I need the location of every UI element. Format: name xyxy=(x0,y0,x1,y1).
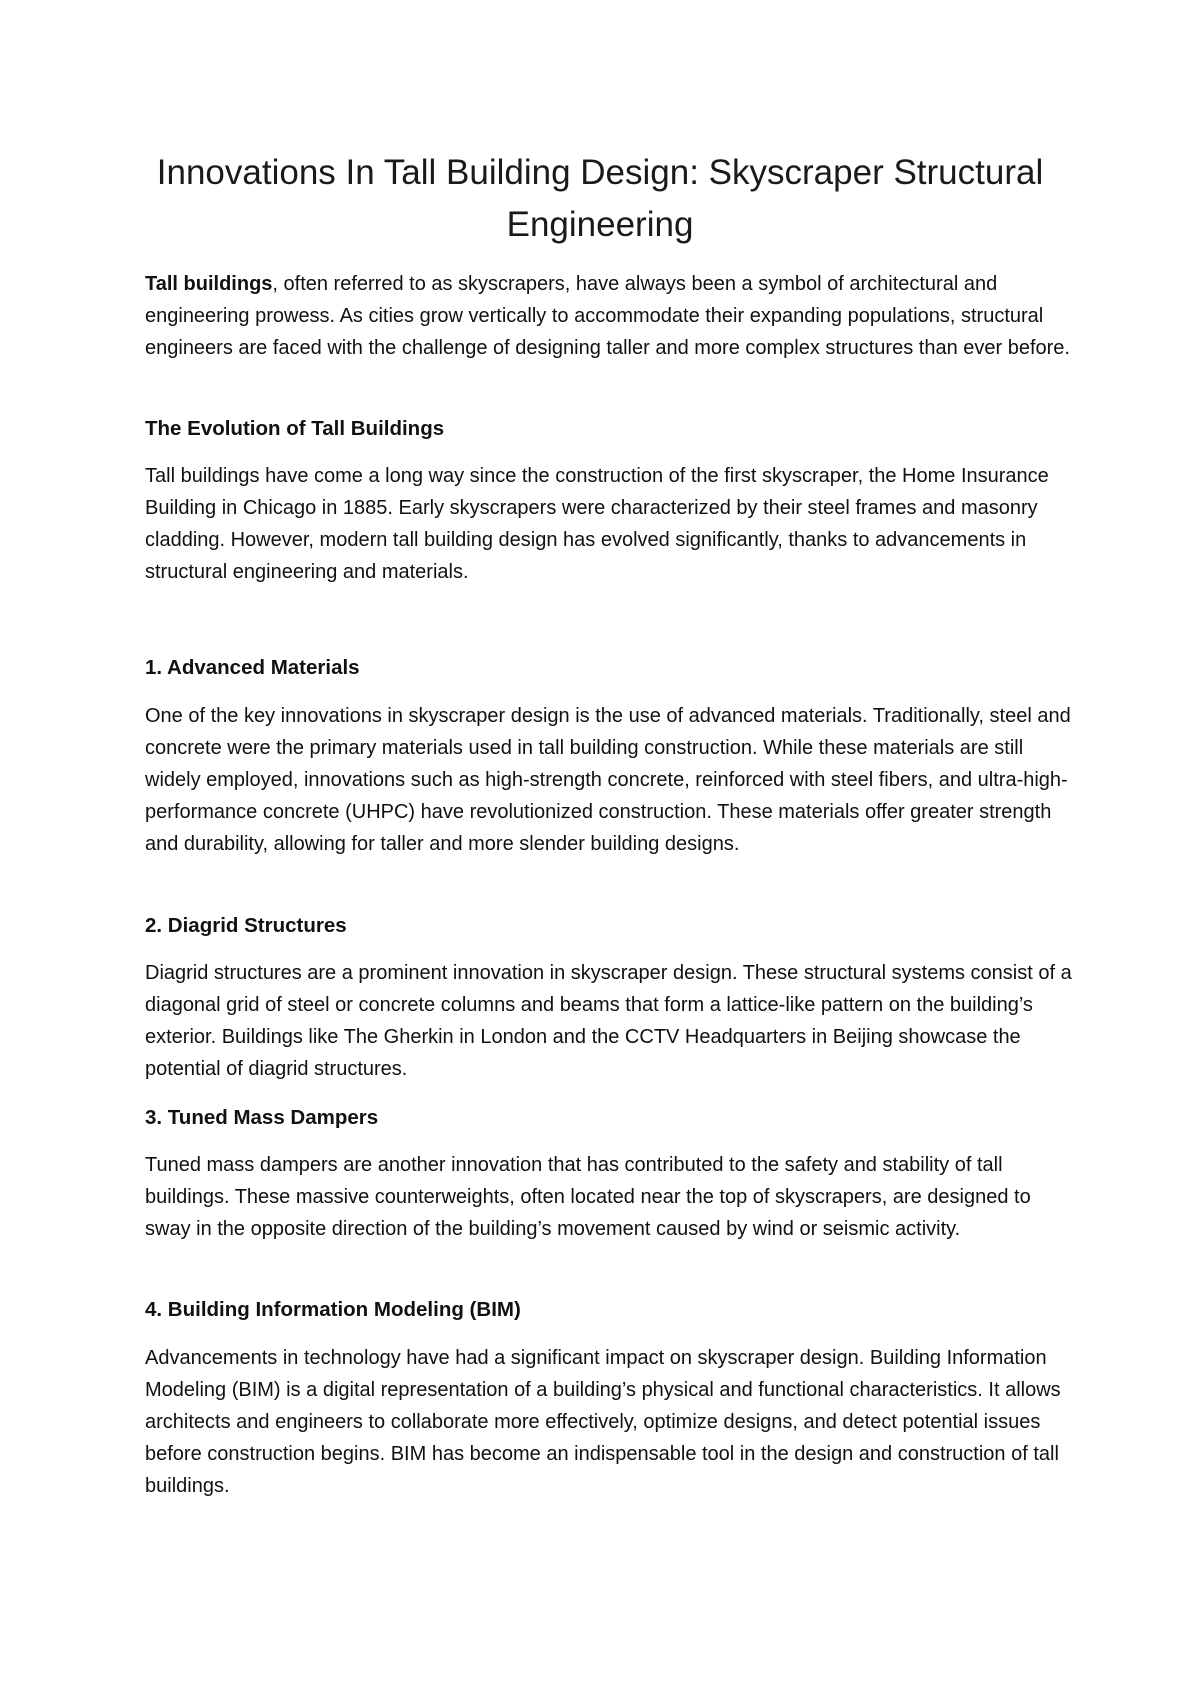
intro-paragraph xyxy=(145,268,1075,364)
section-heading-tuned-mass-dampers: 3. Tuned Mass Dampers xyxy=(145,1106,379,1129)
section-paragraph-tuned-mass-dampers: Tuned mass dampers are another innovation that has contributed to the safety and stability of tall buildings. These massive counterweights, often located near the top of skyscrapers, are designed to sway in the opposite direction of the building’s movement caused by wind or seismic activity. xyxy=(145,1154,1031,1240)
intro-lead-bold: Tall buildings xyxy=(145,273,273,295)
document-title: Innovations In Tall Building Design: Skyscraper Structural Engineering xyxy=(156,153,1044,244)
section-paragraph-bim: Advancements in technology have had a significant impact on skyscraper design. Building Information Modeling (BIM) is a digital representation of a building’s physical and functional characteristics. It allows architects and engineers to collaborate more effectively, optimize designs, and detect potential issues before construction begins. BIM has become an indispensable tool in the design and construction of tall buildings. xyxy=(145,1347,1061,1497)
section-heading-diagrid-structures: 2. Diagrid Structures xyxy=(145,914,347,937)
section-heading-bim: 4. Building Information Modeling (BIM) xyxy=(145,1298,521,1321)
evolution-heading: The Evolution of Tall Buildings xyxy=(145,417,445,440)
evolution-paragraph: Tall buildings have come a long way since the construction of the first skyscraper, the Home Insurance Building in Chicago in 1885. Early skyscrapers were characterized by their steel frames and masonry cladding. However, modern tall building design has evolved significantly, thanks to advancements in structural engineering and materials. xyxy=(145,465,1049,583)
section-paragraph-diagrid-structures: Diagrid structures are a prominent innovation in skyscraper design. These structural systems consist of a diagonal grid of steel or concrete columns and beams that form a lattice-like pattern on the building’s exterior. Buildings like The Gherkin in London and the CCTV Headquarters in Beijing showcase the potential of diagrid structures. xyxy=(145,962,1072,1080)
section-paragraph-advanced-materials: One of the key innovations in skyscraper design is the use of advanced materials. Traditionally, steel and concrete were the primary materials used in tall building construction. While these materials are still widely employed, innovations such as high-strength concrete, reinforced with steel fibers, and ultra-high-performance concrete (UHPC) have revolutionized construction. These materials offer greater strength and durability, allowing for taller and more slender building designs. xyxy=(145,705,1071,855)
intro-text: , often referred to as skyscrapers, have always been a symbol of architectural and engineering prowess. As cities grow vertically to accommodate their expanding populations, structural engineers are faced with the challenge of designing taller and more complex structures than ever before. xyxy=(145,273,1070,359)
section-heading-advanced-materials: 1. Advanced Materials xyxy=(145,656,360,679)
